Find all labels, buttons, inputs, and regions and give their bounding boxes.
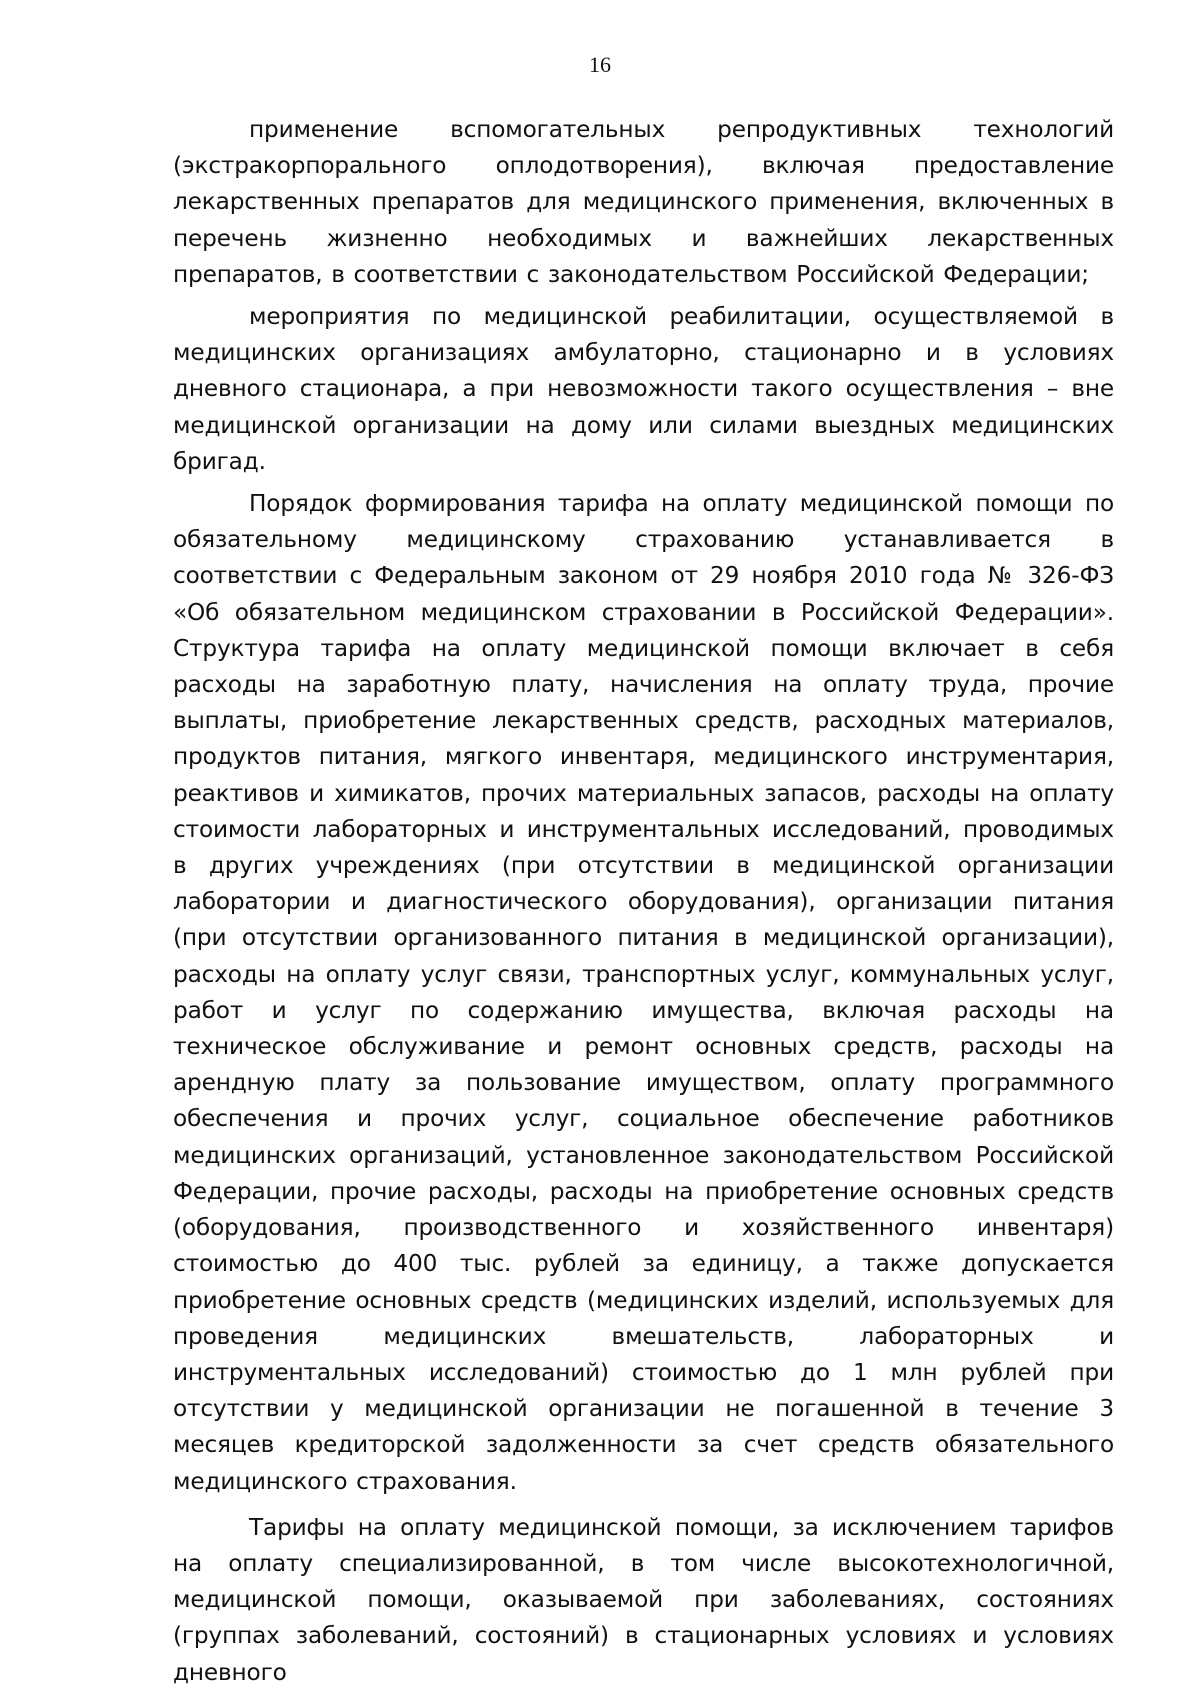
paragraph-tariffs: Тарифы на оплату медицинской помощи, за исключением тарифов на оплату специализированной, в том числе высокотехнологичной, медицинской помощи, оказываемой при заболеваниях, состояниях (группах заболеваний, состояний) в стационарных условиях и условиях дневного [173, 1513, 1114, 1686]
paragraph-tariff-structure: Порядок формирования тарифа на оплату медицинской помощи по обязательному медицинскому страхованию устанавливается в соответствии с Федеральным законом от 29 ноября 2010 года № 326-ФЗ «Об обязательном медицинском страховании в Российской Федерации». Структура тарифа на оплату медицинской помощи включает в себя расходы на заработную плату, начисления на оплату труда, прочие выплаты, приобретение лекарственных средств, расходных материалов, продуктов питания, мягкого инвентаря, медицинского инструментария, реактивов и химикатов, прочих материальных запасов, расходы на оплату стоимости лабораторных и инструментальных исследований, проводимых в других учреждениях (при отсутствии в медицинской организации лаборатории и диагностического оборудования), организации питания (при отсутствии организованного питания в медицинской организации), расходы на оплату услуг связи, транспортных услуг, коммунальных услуг, работ и услуг по содержанию имущества, включая расходы на техническое обслуживание и ремонт основных средств, расходы на арендную плату за пользование имуществом, оплату программного обеспечения и прочих услуг, социальное обеспечение работников медицинских организаций, установленное законодательством Российской Федерации, прочие расходы, расходы на приобретение основных средств (оборудования, производственного и хозяйственного инвентаря) стоимостью до 400 тыс. рублей за единицу, а также допускается приобретение основных средств (медицинских изделий, используемых для проведения медицинских вмешательств, лабораторных и инструментальных исследований) стоимостью до 1 млн рублей при отсутствии у медицинской организации не погашенной в течение 3 месяцев кредиторской задолженности за счет средств обязательного медицинского страхования. [173, 490, 1114, 1495]
paragraph-rehabilitation: мероприятия по медицинской реабилитации, осуществляемой в медицинских организациях амбулаторно, стационарно и в условиях дневного стационара, а при невозможности такого осуществления – вне медицинской организации на дому или силами выездных медицинских бригад. [173, 303, 1114, 475]
document-body [173, 112, 1114, 1691]
paragraph-art-technologies: применение вспомогательных репродуктивных технологий (экстракорпорального оплодотворения), включая предоставление лекарственных препаратов для медицинского применения, включенных в перечень жизненно необходимых и важнейших лекарственных препаратов, в соответствии с законодательством Российской Федерации; [173, 116, 1114, 288]
page-number: 16 [589, 52, 611, 77]
